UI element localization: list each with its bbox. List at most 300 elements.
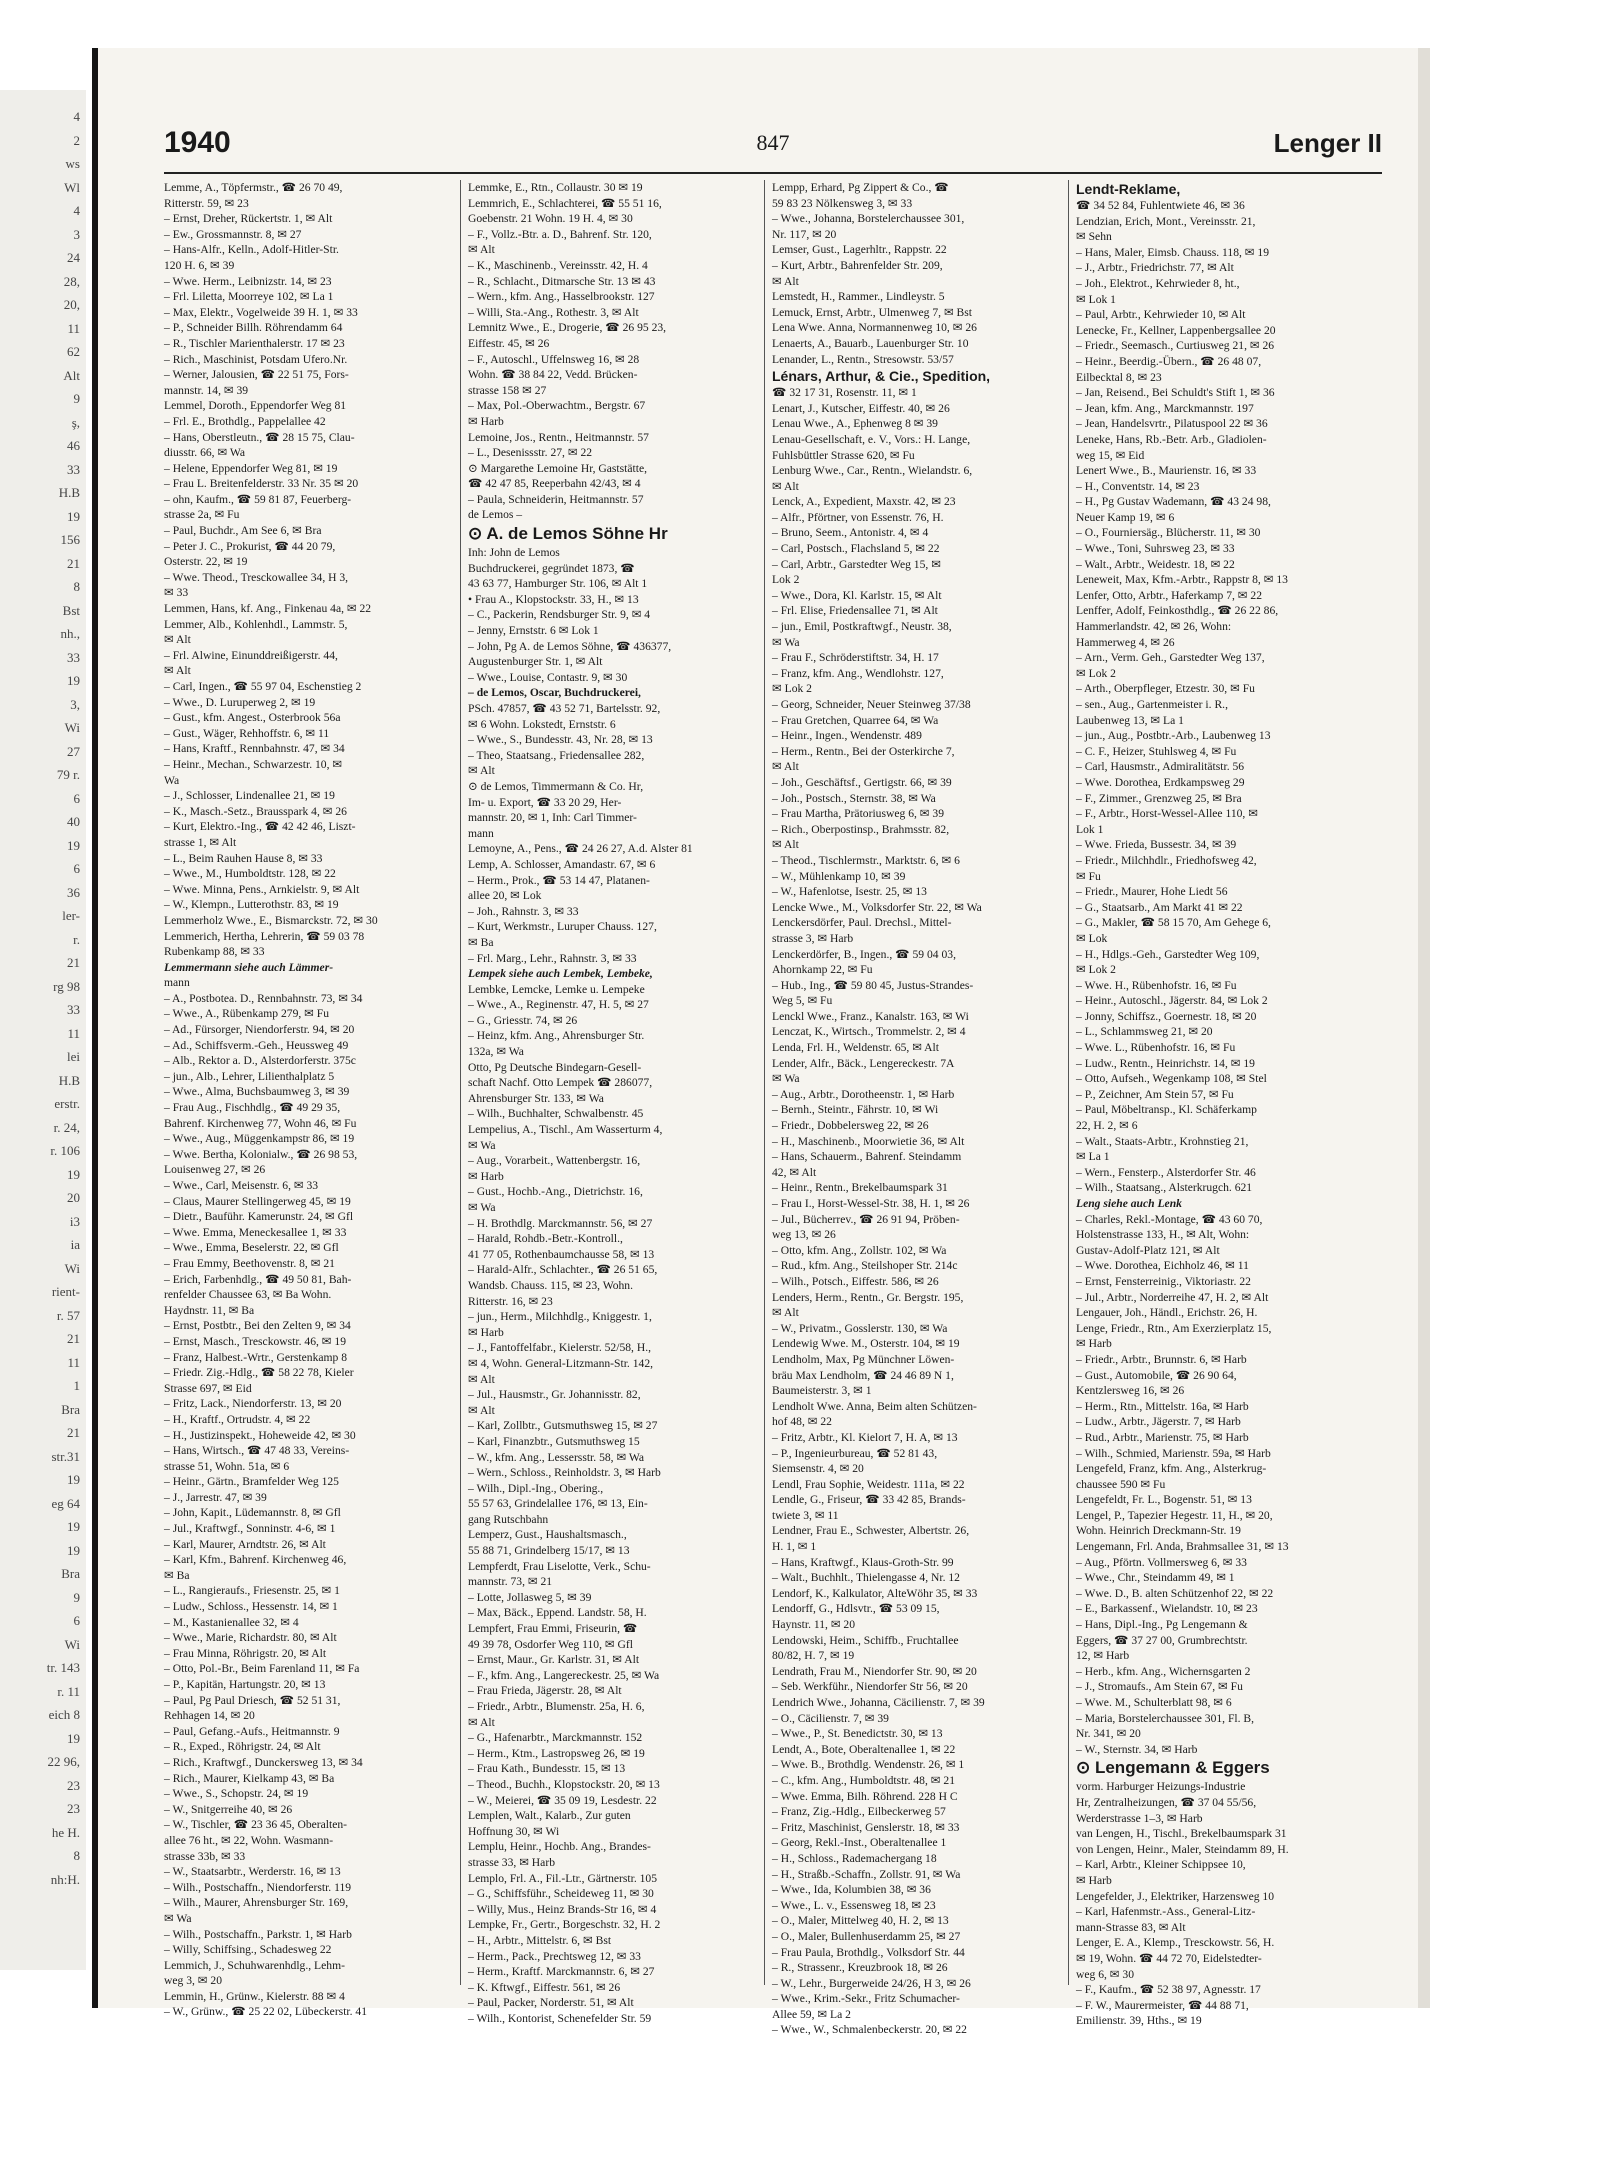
directory-entry: Lendorff, G., Hdlsvtr., ☎ 53 09 15, [772, 1602, 940, 1616]
directory-entry: – Joh., Postsch., Sternstr. 38, ✉ Wa [772, 791, 936, 805]
directory-entry: – Wwe. L., Rübenhofstr. 16, ✉ Fu [1076, 1041, 1236, 1055]
directory-entry: mann-Strasse 83, ✉ Alt [1076, 1920, 1186, 1934]
directory-entry: diusstr. 66, ✉ Wa [164, 446, 246, 460]
directory-entry: – Kurt, Elektro.-Ing., ☎ 42 42 46, Liszt- [164, 820, 356, 834]
directory-entry: – Maria, Borstelerchaussee 301, Fl. B, [1076, 1711, 1255, 1725]
directory-entry: Lempferdt, Frau Liselotte, Verk., Schu- [468, 1559, 651, 1573]
directory-entry: – H., Straßb.-Schaffn., Zollstr. 91, ✉ Wa [772, 1867, 961, 1881]
directory-entry: – Wwe., Johanna, Borstelerchaussee 301, [772, 212, 965, 226]
directory-entry: – A., Postbotea. D., Rennbahnstr. 73, ✉ 34 [164, 991, 363, 1005]
directory-entry: Wa [164, 773, 180, 787]
directory-entry: – Frl. Alwine, Einunddreißigerstr. 44, [164, 648, 338, 662]
directory-entry: – H., Conventstr. 14, ✉ 23 [1076, 479, 1200, 493]
directory-entry: – Wilh., Staatsang., Alsterkrugch. 621 [1076, 1181, 1253, 1195]
directory-entry: – C., Packerin, Rendsburger Str. 9, ✉ 4 [468, 608, 651, 622]
directory-entry: – P., Kapitän, Hartungstr. 20, ✉ 13 [164, 1678, 326, 1691]
header-rule [164, 172, 1382, 174]
directory-entry: – G., Griesstr. 74, ✉ 26 [468, 1013, 578, 1027]
directory-entry: – Wilh., Potsch., Eiffestr. 586, ✉ 26 [772, 1274, 939, 1288]
directory-entry: – Wwe. Emma, Meneckesallee 1, ✉ 33 [164, 1225, 347, 1239]
directory-entry: Lengefelder, J., Elektriker, Harzensweg 10 [1076, 1889, 1275, 1903]
directory-entry: – Joh., Elektrot., Kehrwieder 8, ht., [1076, 276, 1240, 290]
directory-entry: – O., Maler, Bullenhuserdamm 25, ✉ 27 [772, 1929, 961, 1943]
directory-entry: – Kurt, Werkmstr., Luruper Chauss. 127, [468, 920, 657, 934]
directory-entry: Lemoine, Jos., Rentn., Heitmannstr. 57 [468, 430, 649, 444]
margin-fragment: Alt [63, 367, 80, 383]
directory-entry: Lemnitz Wwe., E., Drogerie, ☎ 26 95 23, [468, 321, 667, 335]
directory-entry: – Jul., Arbtr., Norderreihe 47, H. 2, ✉ Alt [1076, 1290, 1269, 1304]
directory-entry: Kentzlersweg 16, ✉ 26 [1076, 1384, 1185, 1398]
column-3 [772, 180, 1062, 2037]
directory-entry: ✉ La 1 [1076, 1150, 1110, 1164]
directory-entry: Leneke, Hans, Rb.-Betr. Arb., Gladiolen- [1076, 432, 1267, 446]
directory-entry: 59 83 23 Nölkensweg 3, ✉ 33 [772, 196, 913, 210]
margin-fragment: rg 98 [53, 978, 80, 994]
directory-entry: ✉ Lok 1 [1076, 292, 1116, 306]
directory-entry: Bahrenf. Kirchenweg 77, Wohn 46, ✉ Fu [164, 1116, 357, 1130]
directory-entry: Lencke Wwe., M., Volksdorfer Str. 22, ✉ Wa [772, 900, 982, 914]
column-2 [468, 180, 758, 2025]
directory-entry: – Max, Pol.-Oberwachtm., Bergstr. 67 [468, 399, 646, 413]
directory-entry: – Fritz, Maschinist, Genslerstr. 18, ✉ 33 [772, 1820, 960, 1834]
directory-entry: – F. W., Maurermeister, ☎ 44 88 71, [1076, 1998, 1249, 2012]
directory-entry: Lemoyne, A., Pens., ☎ 24 26 27, A.d. Alster 81 [468, 842, 693, 856]
directory-entry: – Frau Martha, Prätoriusweg 6, ✉ 39 [772, 807, 944, 821]
margin-fragment: 9 [73, 391, 80, 406]
directory-entry: – Wilh., Postschaffn., Niendorferstr. 119 [164, 1880, 352, 1894]
page-number: 847 [756, 130, 790, 155]
page-year: 1940 [164, 126, 231, 159]
directory-entry: Lenders, Herm., Rentn., Gr. Bergstr. 195, [772, 1290, 964, 1304]
directory-entry: Lenger, E. A., Klemp., Tresckowstr. 56, H. [1076, 1936, 1275, 1950]
directory-entry: – jun., Emil, Postkraftwgf., Neustr. 38, [772, 620, 952, 634]
directory-entry: Lenau-Gesellschaft, e. V., Vors.: H. Lange, [772, 432, 971, 446]
directory-entry: Otto, Pg Deutsche Bindegarn-Gesell- [468, 1060, 642, 1074]
directory-entry: – Herb., kfm. Ang., Wichernsgarten 2 [1076, 1664, 1251, 1678]
margin-fragment: 19 [67, 673, 80, 688]
directory-entry: Allee 59, ✉ La 2 [772, 2007, 851, 2021]
directory-entry: Lemuck, Ernst, Arbtr., Ulmenweg 7, ✉ Bst [772, 305, 973, 319]
directory-entry: – Friedr., Arbtr., Blumenstr. 25a, H. 6, [468, 1700, 645, 1713]
directory-entry: Lemmermann siehe auch Lämmer- [164, 960, 334, 974]
margin-fragment: str.31 [51, 1448, 80, 1464]
directory-entry: – Kurt, Arbtr., Bahrenfelder Str. 209, [772, 258, 943, 272]
directory-entry: strasse 3, ✉ Harb [772, 931, 854, 945]
directory-entry: 42, ✉ Alt [772, 1165, 817, 1179]
margin-fragment: 33 [67, 461, 80, 477]
directory-entry: – K., Maschinenb., Vereinsstr. 42, H. 4 [468, 258, 648, 272]
directory-entry: ✉ 19, Wohn. ☎ 44 72 70, Eidelstedter- [1076, 1951, 1262, 1965]
directory-entry: – jun., Alb., Lehrer, Lilienthalplatz 5 [164, 1069, 335, 1083]
directory-entry: – Wwe., Ida, Kolumbien 38, ✉ 36 [772, 1883, 931, 1897]
directory-entry: – F., Autoschl., Uffelnsweg 16, ✉ 28 [468, 352, 640, 366]
directory-entry: ✉ Harb [1076, 1337, 1112, 1351]
directory-entry: – Frl. Elise, Friedensallee 71, ✉ Alt [772, 604, 938, 618]
directory-entry: – Friedr., Arbtr., Brunnstr. 6, ✉ Harb [1076, 1352, 1247, 1366]
directory-entry: allee 20, ✉ Lok [468, 889, 542, 903]
directory-entry: – Wwe., Chr., Steindamm 49, ✉ 1 [1076, 1571, 1235, 1585]
directory-entry: ✉ Harb [468, 1325, 504, 1339]
directory-entry: – G., Hafenarbtr., Marckmannstr. 152 [468, 1731, 643, 1745]
directory-entry: Siemsenstr. 4, ✉ 20 [772, 1462, 864, 1476]
margin-fragment: 3, [70, 696, 80, 712]
directory-entry: – Otto, Pol.-Br., Beim Farenland 11, ✉ Fa [164, 1662, 360, 1676]
directory-entry: – Wwe. Dorothea, Eichholz 46, ✉ 11 [1076, 1259, 1249, 1273]
margin-fragment: ws [65, 156, 80, 171]
directory-entry: – Wwe. Emma, Bilh. Röhrend. 228 H C [772, 1789, 958, 1803]
directory-entry: de Lemos – [468, 508, 523, 522]
directory-entry: Lemplen, Walt., Kalarb., Zur guten [468, 1809, 631, 1823]
margin-fragment: 21 [67, 955, 80, 970]
directory-entry: Lendrich Wwe., Johanna, Cäcilienstr. 7, ✉ 39 [772, 1696, 985, 1709]
directory-entry: – Wilh., Schmied, Marienstr. 59a, ✉ Harb [1076, 1446, 1271, 1460]
directory-entry: – Max, Elektr., Vogelweide 39 H. 1, ✉ 33 [164, 305, 358, 319]
directory-entry: – Franz, Halbest.-Wrtr., Gerstenkamp 8 [164, 1350, 348, 1364]
directory-entry: – Carl, Postsch., Flachsland 5, ✉ 22 [772, 542, 940, 556]
directory-entry: – Heinr., Autoschl., Jägerstr. 84, ✉ Lok 2 [1076, 994, 1268, 1008]
directory-entry: Lendt, A., Bote, Oberaltenallee 1, ✉ 22 [772, 1742, 956, 1756]
directory-entry: van Lengen, H., Tischl., Brekelbaumspark 31 [1076, 1827, 1287, 1841]
margin-fragment: ler- [62, 908, 80, 923]
margin-fragment: rient- [51, 1284, 80, 1299]
directory-entry: Lemperz, Gust., Haushaltsmasch., [468, 1528, 627, 1542]
margin-fragment: 19 [67, 837, 80, 853]
directory-entry: – Bernh., Steintr., Fährstr. 10, ✉ Wi [772, 1103, 939, 1117]
directory-entry: PSch. 47857, ☎ 43 52 71, Bartelsstr. 92, [468, 702, 661, 715]
directory-entry: 55 57 63, Grindelallee 176, ✉ 13, Ein- [468, 1497, 648, 1511]
directory-entry: 49 39 78, Osdorfer Weg 110, ✉ Gfl [468, 1637, 633, 1651]
directory-entry: Lok 1 [1076, 822, 1104, 836]
margin-fragment: erstr. [54, 1096, 80, 1111]
directory-entry: allee 76 ht., ✉ 22, Wohn. Wasmann- [164, 1833, 334, 1847]
directory-entry: – Karl, Hafenmstr.-Ass., General-Litz- [1076, 1905, 1256, 1919]
directory-entry: mannstr. 20, ✉ 1, Inh: Carl Timmer- [468, 811, 637, 825]
directory-entry: – Karl, Finanzbtr., Gutsmuthsweg 15 [468, 1434, 640, 1448]
directory-entry: – Theo, Staatsang., Friedensallee 282, [468, 748, 645, 762]
directory-entry: – Carl, Arbtr., Garstedter Weg 15, ✉ [772, 557, 941, 571]
directory-entry: ✉ 33 [164, 586, 189, 600]
directory-entry: ✉ Lok [1076, 931, 1108, 945]
directory-entry: – L., Schlammsweg 21, ✉ 20 [1076, 1025, 1213, 1039]
directory-entry: – W., Grünw., ☎ 25 22 02, Lübeckerstr. 41 [164, 2005, 368, 2019]
directory-entry: Eiffestr. 45, ✉ 26 [468, 336, 550, 350]
directory-entry: – Friedr., Maurer, Hohe Liedt 56 [1076, 885, 1228, 899]
directory-entry: – Paul, Gefang.-Aufs., Heitmannstr. 9 [164, 1724, 340, 1738]
directory-entry: Lenau Wwe., A., Ephenweg 8 ✉ 39 [772, 417, 938, 431]
margin-fragment: 20 [67, 1190, 80, 1205]
directory-entry: – Wwe., L. v., Essensweg 18, ✉ 23 [772, 1898, 936, 1912]
directory-entry: – Wwe., W., Schmalenbeckerstr. 20, ✉ 22 [772, 2023, 967, 2037]
directory-entry: – jun., Herm., Milchhdlg., Kniggestr. 1, [468, 1310, 652, 1324]
directory-entry: – Rud., kfm. Ang., Steilshoper Str. 214c [772, 1259, 958, 1273]
directory-entry: – Wwe., Alma, Buchsbaumweg 3, ✉ 39 [164, 1085, 350, 1099]
directory-entry: Wandsb. Chauss. 115, ✉ 23, Wohn. [468, 1278, 634, 1292]
directory-entry: – O., Cäcilienstr. 7, ✉ 39 [772, 1711, 889, 1725]
directory-entry: – Frau Kath., Bundesstr. 15, ✉ 13 [468, 1762, 626, 1776]
margin-fragment: r. 57 [56, 1307, 80, 1323]
directory-entry: – P., Schneider Billh. Röhrendamm 64 [164, 321, 343, 335]
directory-entry: – H., Kraftf., Ortrudstr. 4, ✉ 22 [164, 1412, 311, 1426]
directory-entry: Buchdruckerei, gegründet 1873, ☎ [468, 561, 635, 575]
directory-entry: – Frau Gretchen, Quarree 64, ✉ Wa [772, 713, 939, 727]
directory-entry: – Harald-Alfr., Schlachter., ☎ 26 51 65, [468, 1263, 658, 1277]
directory-entry: Louisenweg 27, ✉ 26 [164, 1163, 266, 1177]
directory-entry: – Ludw., Schloss., Hessenstr. 14, ✉ 1 [164, 1600, 338, 1614]
directory-entry: – Rich., Kraftwgf., Dunckersweg 13, ✉ 34 [164, 1755, 363, 1769]
directory-entry: – Hans, Schauerm., Bahrenf. Steindamm [772, 1150, 962, 1164]
directory-entry: – Wwe. Dorothea, Erdkampsweg 29 [1076, 775, 1245, 789]
directory-entry: – H., Justizinspekt., Hoheweide 42, ✉ 30 [164, 1428, 356, 1442]
directory-entry: bräu Max Lendholm, ☎ 24 46 89 N 1, [772, 1368, 954, 1382]
directory-entry: – Max, Bäck., Eppend. Landstr. 58, H. [468, 1606, 647, 1620]
directory-entry: – Alfr., Pförtner, von Essenstr. 76, H. [772, 510, 944, 524]
margin-fragment: Wi [64, 1636, 80, 1652]
directory-entry: Hammerlandstr. 42, ✉ 26, Wohn: [1076, 620, 1232, 634]
directory-entry: ✉ Ba [468, 935, 494, 949]
directory-entry: – Willy, Schiffsing., Schadesweg 22 [164, 1943, 332, 1957]
directory-entry: Weg 5, ✉ Fu [772, 994, 833, 1008]
directory-entry: – Rich., Maurer, Kielkamp 43, ✉ Ba [164, 1771, 335, 1785]
directory-entry: – Frau Aug., Fischhdlg., ☎ 49 29 35, [164, 1101, 341, 1115]
directory-entry: – Jean, Handelsvrtr., Pilatuspool 22 ✉ 36 [1076, 417, 1268, 431]
directory-entry: Lenda, Frl. H., Weldenstr. 65, ✉ Alt [772, 1041, 939, 1055]
page-edge [1418, 48, 1430, 2008]
margin-fragment: 21 [67, 1331, 80, 1346]
directory-entry: – W., Mühlenkamp 10, ✉ 39 [772, 869, 906, 883]
directory-entry: – sen., Aug., Gartenmeister i. R., [1076, 698, 1228, 711]
margin-fragment: 36 [67, 884, 80, 900]
directory-entry: ✉ 6 Wohn. Lokstedt, Ernststr. 6 [468, 717, 616, 731]
margin-fragment: eg 64 [51, 1495, 80, 1511]
directory-entry: – O., Maler, Mittelweg 40, H. 2, ✉ 13 [772, 1914, 949, 1928]
directory-entry: – Wwe., Carl, Meisenstr. 6, ✉ 33 [164, 1179, 319, 1192]
directory-entry: – Ad., Fürsorger, Niendorferstr. 94, ✉ 20 [164, 1023, 355, 1037]
directory-entry: – M., Kastanienallee 32, ✉ 4 [164, 1615, 299, 1629]
directory-entry: – Fritz, Arbtr., Kl. Kielort 7, H. A, ✉ 13 [772, 1430, 958, 1444]
directory-entry: ✉ Alt [772, 760, 799, 774]
directory-entry: 120 H. 6, ✉ 39 [164, 258, 235, 272]
margin-fragment: r. 24, [53, 1119, 80, 1135]
directory-entry: – H., Hdlgs.-Geh., Garstedter Weg 109, [1076, 947, 1260, 961]
directory-entry: – Wwe., Dora, Kl. Karlstr. 15, ✉ Alt [772, 588, 942, 602]
directory-entry: ✉ Alt [164, 633, 191, 647]
directory-entry: ⊙ A. de Lemos Söhne Hr [468, 524, 668, 544]
directory-entry: ⊙ de Lemos, Timmermann & Co. Hr, [468, 779, 644, 793]
directory-entry: Lemmel, Doroth., Eppendorfer Weg 81 [164, 399, 347, 413]
column-1 [164, 180, 454, 2019]
margin-fragment: 20, [63, 297, 80, 312]
directory-entry: ✉ Harb [468, 1169, 504, 1183]
directory-entry: ✉ Alt [468, 764, 495, 778]
directory-entry: Lemmerich, Hertha, Lehrerin, ☎ 59 03 78 [164, 929, 365, 943]
directory-entry: – Paul, Arbtr., Kehrwieder 10, ✉ Alt [1076, 308, 1246, 322]
margin-fragment: H.B [58, 485, 80, 500]
directory-entry: – Wwe., A., Rübenkamp 279, ✉ Fu [164, 1007, 330, 1021]
directory-entry: – Frau Minna, Röhrigstr. 20, ✉ Alt [164, 1646, 327, 1660]
directory-entry: – Frau Paula, Brothdlg., Volksdorf Str. 44 [772, 1945, 965, 1959]
directory-entry: – J., Schlosser, Lindenallee 21, ✉ 19 [164, 789, 335, 803]
directory-entry: – Wwe. Minna, Pens., Arnkielstr. 9, ✉ Alt [164, 882, 360, 896]
directory-entry: Hammerweg 4, ✉ 26 [1076, 635, 1175, 649]
directory-entry: – G., Schiffsführ., Scheideweg 11, ✉ 30 [468, 1887, 654, 1901]
directory-entry: ✉ Ba [164, 1568, 190, 1582]
directory-entry: – J., Fantoffelfabr., Kielerstr. 52/58, H., [468, 1341, 652, 1355]
directory-entry: ✉ Harb [1076, 1873, 1112, 1887]
directory-entry: Lempfert, Frau Emmi, Friseurin, ☎ [468, 1622, 638, 1636]
directory-entry: – Jonny, Schiffsz., Goernestr. 18, ✉ 20 [1076, 1009, 1257, 1023]
directory-entry: – Ernst, Dreher, Rückertstr. 1, ✉ Alt [164, 212, 333, 226]
directory-entry: – Seb. Werkführ., Niendorfer Str 56, ✉ 20 [772, 1680, 968, 1694]
directory-entry: – W., Sternstr. 34, ✉ Harb [1076, 1742, 1198, 1756]
directory-entry: Baumeisterstr. 3, ✉ 1 [772, 1384, 872, 1398]
directory-entry: – Karl, Zollbtr., Gutsmuthsweg 15, ✉ 27 [468, 1419, 658, 1433]
margin-fragment: 156 [60, 532, 80, 547]
directory-entry: – Wilh., Kontorist, Schenefelder Str. 59 [468, 2011, 652, 2025]
directory-entry: – Georg, Schneider, Neuer Steinweg 37/38 [772, 698, 971, 711]
directory-entry: – Wwe. Frieda, Bussestr. 34, ✉ 39 [1076, 838, 1237, 852]
directory-entry: Lendholt Wwe. Anna, Beim alten Schützen- [772, 1399, 977, 1413]
directory-entry: – Heinr., Mechan., Schwarzestr. 10, ✉ [164, 757, 343, 771]
directory-entry: Lenckl Wwe., Franz., Kanalstr. 163, ✉ Wi [772, 1009, 969, 1023]
directory-entry: – G., Makler, ☎ 58 15 70, Am Gehege 6, [1076, 916, 1271, 930]
directory-entry: – C., kfm. Ang., Humboldtstr. 48, ✉ 21 [772, 1773, 955, 1787]
directory-entry: Ahornkamp 22, ✉ Fu [772, 963, 873, 977]
directory-entry: Laubenweg 13, ✉ La 1 [1076, 713, 1184, 727]
directory-entry: Lenecke, Fr., Kellner, Lappenbergsallee 20 [1076, 323, 1276, 337]
directory-entry: – Paul, Packer, Norderstr. 51, ✉ Alt [468, 1996, 634, 2010]
directory-entry: Lendner, Frau E., Schwester, Albertstr. 26, [772, 1524, 970, 1538]
directory-entry: H. 1, ✉ 1 [772, 1540, 817, 1554]
directory-entry: – R., Exped., Röhrigstr. 24, ✉ Alt [164, 1740, 321, 1754]
directory-entry: – Harald, Rohdb.-Betr.-Kontroll., [468, 1232, 623, 1246]
margin-fragment: 6 [73, 1613, 80, 1628]
directory-entry: ✉ Lok 2 [772, 682, 812, 696]
margin-fragment: 11 [67, 320, 80, 336]
margin-fragment: 19 [67, 1542, 80, 1558]
directory-entry: – Ernst, Masch., Tresckowstr. 46, ✉ 19 [164, 1334, 347, 1348]
directory-entry: – Otto, Aufseh., Wegenkamp 108, ✉ Stel [1076, 1072, 1267, 1086]
directory-entry: – Jan, Reisend., Bei Schuldt's Stift 1, ✉ 36 [1076, 386, 1275, 400]
directory-entry: Lenart, J., Kutscher, Eiffestr. 40, ✉ 26 [772, 401, 950, 415]
margin-fragment: r. 11 [57, 1683, 80, 1699]
directory-entry: hof 48, ✉ 22 [772, 1415, 832, 1429]
directory-entry: – Fritz, Lack., Niendorferstr. 13, ✉ 20 [164, 1397, 342, 1411]
directory-entry: weg 6, ✉ 30 [1076, 1967, 1135, 1981]
directory-entry: – Wwe., Emma, Beselerstr. 22, ✉ Gfl [164, 1241, 339, 1255]
margin-fragment: Bra [61, 1566, 80, 1581]
directory-entry: Neuer Kamp 19, ✉ 6 [1076, 510, 1175, 524]
directory-entry: vorm. Harburger Heizungs-Industrie [1076, 1780, 1246, 1794]
directory-entry: – Wilh., Buchhalter, Schwalbenstr. 45 [468, 1107, 644, 1121]
directory-entry: Eilbecktal 8, ✉ 23 [1076, 370, 1162, 384]
directory-entry: – Herm., Ktm., Lastropsweg 26, ✉ 19 [468, 1746, 645, 1760]
directory-entry: ✉ 4, Wohn. General-Litzmann-Str. 142, [468, 1356, 654, 1370]
directory-entry: – Wilh., Postschaffn., Parkstr. 1, ✉ Harb [164, 1927, 352, 1941]
directory-entry: – Gust., Wäger, Rehhoffstr. 6, ✉ 11 [164, 726, 330, 740]
margin-fragment: 6 [73, 861, 80, 876]
directory-entry: – Karl, Kfm., Bahrenf. Kirchenweg 46, [164, 1553, 347, 1567]
directory-entry: – Georg, Rekl.-Inst., Oberaltenallee 1 [772, 1836, 947, 1850]
directory-entry: – W., kfm. Ang., Lessersstr. 58, ✉ Wa [468, 1450, 645, 1464]
directory-entry: – R., Schlacht., Ditmarsche Str. 13 ✉ 43 [468, 274, 656, 288]
directory-entry: 132a, ✉ Wa [468, 1045, 524, 1059]
directory-entry: – Frau Frieda, Jägerstr. 28, ✉ Alt [468, 1684, 622, 1698]
directory-entry: – Lotte, Jollasweg 5, ✉ 39 [468, 1590, 592, 1604]
directory-entry: – Wwe. H., Rübenhofstr. 16, ✉ Fu [1076, 978, 1237, 992]
directory-entry: – Herm., Rtn., Mittelstr. 16a, ✉ Harb [1076, 1399, 1249, 1413]
margin-fragment: 62 [67, 344, 80, 359]
directory-entry: mannstr. 73, ✉ 21 [468, 1575, 553, 1589]
directory-entry: – W., Lehr., Burgerweide 24/26, H 3, ✉ 26 [772, 1976, 971, 1990]
directory-entry: Lempp, Erhard, Pg Zippert & Co., ☎ [772, 181, 949, 194]
directory-entry: – Otto, kfm. Ang., Zollstr. 102, ✉ Wa [772, 1243, 947, 1257]
directory-entry: weg 13, ✉ 26 [772, 1228, 836, 1242]
directory-entry: – L., Beim Rauhen Hause 8, ✉ 33 [164, 851, 323, 865]
directory-entry: – Wwe. Theod., Tresckowallee 34, H 3, [164, 570, 349, 584]
margin-fragment: 27 [67, 743, 80, 759]
directory-entry: Lendholm, Max, Pg Münchner Löwen- [772, 1352, 955, 1366]
directory-entry: strasse 2a, ✉ Fu [164, 508, 240, 522]
directory-entry: ⊙ Margarethe Lemoine Hr, Gaststätte, [468, 461, 648, 475]
directory-entry: – C. F., Heizer, Stuhlsweg 4, ✉ Fu [1076, 744, 1237, 758]
directory-entry: Lengemann, Frl. Anda, Brahmsallee 31, ✉ 13 [1076, 1540, 1289, 1554]
directory-entry: – Wern., Schloss., Reinholdstr. 3, ✉ Harb [468, 1466, 661, 1480]
margin-fragment: 4 [73, 203, 80, 218]
directory-entry: – Heinr., Ingen., Wendenstr. 489 [772, 729, 922, 743]
directory-entry: Holstenstrasse 133, H., ✉ Alt, Wohn: [1076, 1228, 1250, 1242]
directory-entry: Lenckerdörfer, B., Ingen., ☎ 59 04 03, [772, 947, 956, 961]
directory-entry: – O., Fourniersäg., Blücherstr. 11, ✉ 30 [1076, 526, 1261, 540]
directory-entry: – Heinr., Rentn., Brekelbaumspark 31 [772, 1181, 948, 1195]
directory-entry: – F., Kaufm., ☎ 52 38 97, Agnesstr. 17 [1076, 1983, 1261, 1997]
directory-entry: mann [468, 826, 494, 840]
directory-entry: – F., Arbtr., Horst-Wessel-Allee 110, ✉ [1076, 807, 1258, 821]
directory-entry: – Wwe., P., St. Benedictstr. 30, ✉ 13 [772, 1727, 943, 1741]
directory-entry: – Wwe., Louise, Contastr. 9, ✉ 30 [468, 670, 628, 684]
directory-entry: – R., Strassenr., Kreuzbrook 18, ✉ 26 [772, 1961, 948, 1975]
directory-entry: Hoffnung 30, ✉ Wi [468, 1824, 560, 1838]
directory-entry: – Carl, Hausmstr., Admiralitätstr. 56 [1076, 760, 1245, 774]
directory-entry: Lemme, A., Töpfermstr., ☎ 26 70 49, [164, 181, 343, 194]
directory-entry: Lendewig Wwe. M., Osterstr. 104, ✉ 19 [772, 1337, 960, 1351]
previous-page-margin [0, 90, 86, 1970]
margin-fragment: Wi [64, 720, 80, 735]
directory-entry: Lemmer, Alb., Kohlenhdl., Lammstr. 5, [164, 617, 348, 631]
directory-entry: – Wwe. M., Schulterblatt 98, ✉ 6 [1076, 1696, 1232, 1709]
directory-entry: Lenffer, Adolf, Feinkosthdlg., ☎ 26 22 86, [1076, 604, 1279, 618]
directory-entry: chaussee 590 ✉ Fu [1076, 1477, 1166, 1491]
margin-fragment: 11 [67, 1025, 80, 1041]
directory-entry: ✉ Alt [468, 243, 495, 257]
directory-entry: 22, H. 2, ✉ 6 [1076, 1119, 1138, 1133]
margin-fragment: 8 [73, 1848, 80, 1863]
directory-entry: – L., Desenissstr. 27, ✉ 22 [468, 446, 593, 460]
directory-entry: – Friedr., Seemasch., Curtiusweg 21, ✉ 26 [1076, 339, 1275, 353]
directory-entry: Im- u. Export, ☎ 33 20 29, Her- [468, 795, 622, 809]
directory-entry: Lemser, Gust., Lagerhltr., Rappstr. 22 [772, 243, 947, 257]
directory-entry: ☎ 32 17 31, Rosenstr. 11, ✉ 1 [772, 386, 917, 400]
directory-entry: ☎ 42 47 85, Reeperbahn 42/43, ✉ 4 [468, 477, 641, 491]
directory-entry: Wohn. ☎ 38 84 22, Vedd. Brücken- [468, 368, 638, 382]
directory-entry: – F., kfm. Ang., Langereckestr. 25, ✉ Wa [468, 1668, 660, 1682]
margin-fragment: 23 [67, 1801, 80, 1816]
directory-entry: – Wilh., Maurer, Ahrensburger Str. 169, [164, 1896, 349, 1910]
directory-entry: Lemmin, H., Grünw., Kielerstr. 88 ✉ 4 [164, 1989, 345, 2003]
directory-entry: – Heinz, kfm. Ang., Ahrensburger Str. [468, 1029, 645, 1043]
directory-entry: weg 15, ✉ Eid [1076, 448, 1145, 462]
margin-fragment: 4 [73, 109, 80, 124]
directory-entry: – Karl, Maurer, Arndtstr. 26, ✉ Alt [164, 1537, 326, 1551]
